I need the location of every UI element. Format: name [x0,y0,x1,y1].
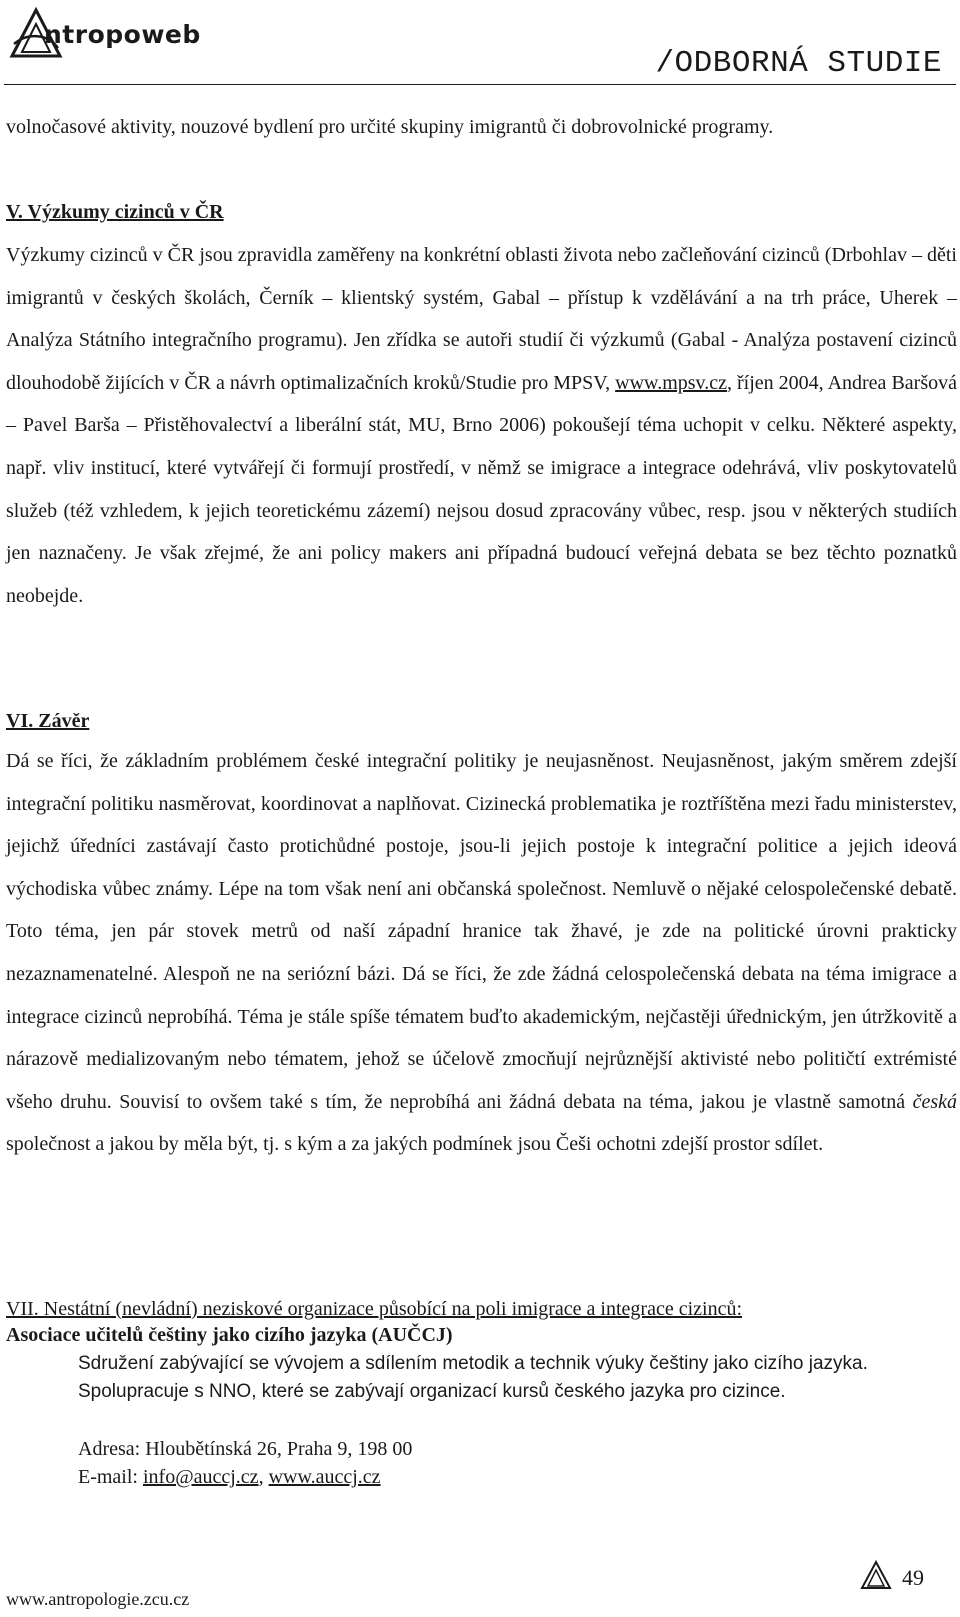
paragraph-intro [6,106,957,149]
paragraph-text: , říjen 2004, Andrea Baršová – Pavel Barša – Přistěhovalectví a liberální stát, MU, Brno 2006) pokoušejí téma uchopit v celku. Některé aspekty, např. vliv institucí, které vytvářejí či formují prostředí, v němž se imigrace a integrace odehrává, vliv poskytovatelů služeb (též vzhledem, k jejich teoretickému zázemí) nejsou dosud zpracovány vůbec, resp. jsou v některých studiích jen naznačeny. Je však zřejmé, že ani policy makers ani případná budoucí veřejná debata se bez těchto poznatků neobejde. [6,371,957,607]
email-link[interactable]: info@auccj.cz [142,1466,259,1488]
page-header [0,0,960,90]
emphasis-text: česká [912,1090,957,1113]
paragraph-text: společnost a jakou by měla být, tj. s kým a za jakých podmínek jsou Češi ochotni zdejší prostor sdílet. [6,1133,824,1156]
antropoweb-small-logo [860,1560,892,1590]
mpsv-link[interactable]: www.mpsv.cz [615,371,727,394]
organization-description-text: Sdružení zabývající se vývojem a sdílením metodik a technik výuky češtiny jako cizího jazyka. Spolupracuje s NNO, které se zabývají organizací kursů českého jazyka pro cizince. [78,1353,868,1402]
section-heading-vii: VII. Nestátní (nevládní) neziskové organizace působící na poli imigrace a integrace cizinců: [6,1298,742,1320]
organization-name: Asociace učitelů češtiny jako cizího jazyka (AUČCJ) [6,1324,453,1346]
separator: , [258,1466,269,1488]
section-heading-v: V. Výzkumy cizinců v ČR [6,201,224,223]
paragraph-text: volnočasové aktivity, nouzové bydlení pro určité skupiny imigrantů či dobrovolnické programy. [6,116,774,138]
paragraph-conclusion [6,740,957,1166]
header-divider [4,84,956,85]
page-number: 49 [902,1565,924,1590]
organization-address: Adresa: Hloubětínská 26, Praha 9, 198 00 [78,1438,413,1460]
footer-url: www.antropologie.zcu.cz [6,1589,190,1609]
section-heading-vi: VI. Závěr [6,710,90,732]
section-label: /ODBORNÁ STUDIE [655,46,942,81]
paragraph-text: Dá se říci, že základním problémem české integrační politiky je neujasněnost. Neujasněnost, jakým směrem zdejší integrační politiku nasměrovat, koordinovat a naplňovat. Cizinecká problematika je roztříštěna mezi řadu ministerstev, jejichž úředníci zastávají často protichůdné postoje, jsou-li jejich postoje k integrační politice a jejich ideová východiska vůbec známy. Lépe na tom však není ani občanská společnost. Nemluvě o nějaké celospolečenské debatě. Toto téma, jen pár stovek metrů od naší západní hranice tak žhavé, je zde na politické úrovni prakticky nezaznamenatelné. Alespoň ne na seriózní bázi. Dá se říci, že zde žádná celospolečenská debata na téma imigrace a integrace cizinců neprobíhá. Téma je stále spíše tématem buďto akademickým, nejčastěji úřednickým, jen útržkovitě a nárazově medializovaným nebo tématem, jehož se účelově zmocňují nejrůznější aktivisté nebo političtí extrémisté všeho druhu. Souvisí to ovšem také s tím, že neprobíhá ani žádná debata na téma, jakou je vlastně samotná [6,750,957,1113]
logo-wordmark: ntropoweb [44,20,201,49]
website-link[interactable]: www.auccj.cz [268,1466,381,1488]
email-label: E-mail: [78,1466,143,1488]
organization-contact [78,1463,381,1491]
paragraph-text: Výzkumy cizinců v ČR jsou zpravidla zaměřeny na konkrétní oblasti života nebo začleňování cizinců (Drbohlav – děti imigrantů v českých školách, Černík – klientský systém, Gabal – přístup k vzdělávání a na trh práce, Uherek – Analýza Státního integračního programu). Jen zřídka se autoři studií či výzkumů (Gabal - Analýza postavení cizinců dlouhodobě žijících v ČR a návrh optimalizačních kroků/Studie pro MPSV, [6,244,957,394]
organization-description [78,1350,898,1406]
paragraph-research [6,234,957,617]
